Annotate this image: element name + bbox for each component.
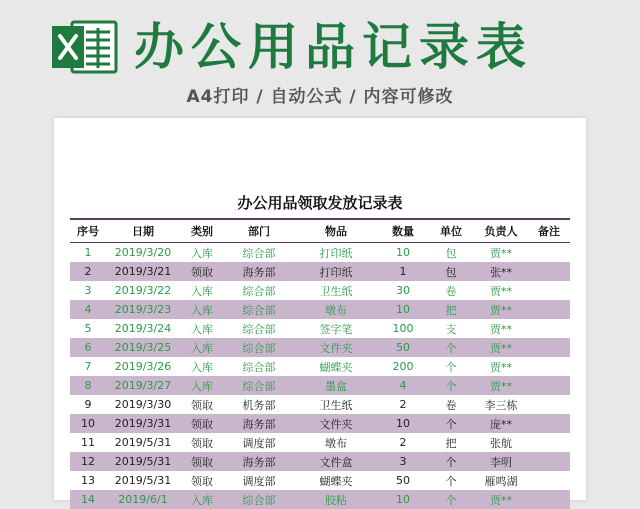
cell-category: 领取 bbox=[191, 398, 213, 412]
table-row bbox=[70, 414, 570, 433]
cell-date: 2019/6/1 bbox=[118, 493, 168, 506]
table-row bbox=[70, 452, 570, 471]
column-header-remark: 备注 bbox=[538, 225, 560, 238]
cell-category: 领取 bbox=[191, 265, 213, 279]
cell-index: 6 bbox=[84, 341, 92, 354]
table-row bbox=[70, 281, 570, 300]
cell-department: 综合部 bbox=[242, 284, 276, 298]
cell-item: 打印纸 bbox=[319, 246, 353, 260]
cell-index: 11 bbox=[81, 436, 95, 449]
cell-item: 卫生纸 bbox=[319, 284, 353, 298]
cell-index: 9 bbox=[84, 398, 92, 411]
table-row bbox=[70, 338, 570, 357]
table-row bbox=[70, 376, 570, 395]
table-row bbox=[70, 262, 570, 281]
cell-index: 3 bbox=[84, 284, 92, 297]
cell-date: 2019/3/31 bbox=[114, 417, 172, 430]
cell-quantity: 50 bbox=[396, 341, 410, 354]
cell-owner: 贾** bbox=[490, 493, 512, 507]
table-row bbox=[70, 243, 570, 262]
cell-date: 2019/3/26 bbox=[114, 360, 172, 373]
cell-index: 7 bbox=[84, 360, 92, 373]
record-table bbox=[70, 218, 570, 509]
cell-department: 海务部 bbox=[242, 417, 276, 431]
cell-date: 2019/3/24 bbox=[114, 322, 172, 335]
cell-item: 文件夹 bbox=[319, 341, 353, 355]
cell-unit: 个 bbox=[445, 474, 457, 488]
cell-category: 领取 bbox=[191, 436, 213, 450]
column-header-date: 日期 bbox=[132, 225, 154, 238]
cell-quantity: 50 bbox=[396, 474, 410, 487]
table-row bbox=[70, 433, 570, 452]
cell-department: 综合部 bbox=[242, 360, 276, 374]
cell-unit: 卷 bbox=[445, 284, 457, 298]
cell-unit: 包 bbox=[445, 265, 457, 279]
cell-quantity: 200 bbox=[392, 360, 414, 373]
cell-department: 海务部 bbox=[242, 455, 276, 469]
cell-date: 2019/3/20 bbox=[114, 246, 172, 259]
cell-index: 5 bbox=[84, 322, 92, 335]
cell-quantity: 2 bbox=[399, 436, 407, 449]
banner-title: 办公用品记录表 bbox=[134, 18, 533, 76]
cell-department: 综合部 bbox=[242, 341, 276, 355]
column-header-item: 物品 bbox=[325, 225, 347, 238]
cell-category: 入库 bbox=[191, 360, 213, 374]
cell-quantity: 100 bbox=[392, 322, 414, 335]
cell-owner: 张** bbox=[490, 265, 512, 279]
cell-department: 调度部 bbox=[242, 474, 276, 488]
cell-quantity: 30 bbox=[396, 284, 410, 297]
table-row bbox=[70, 357, 570, 376]
column-header-department: 部门 bbox=[248, 225, 270, 238]
cell-unit: 卷 bbox=[445, 398, 457, 412]
cell-date: 2019/3/22 bbox=[114, 284, 172, 297]
cell-category: 入库 bbox=[191, 379, 213, 393]
cell-owner: 贾** bbox=[490, 246, 512, 260]
cell-owner: 贾** bbox=[490, 322, 512, 336]
column-header-unit: 单位 bbox=[440, 225, 462, 238]
cell-owner: 李明 bbox=[490, 455, 512, 469]
cell-unit: 个 bbox=[445, 360, 457, 374]
cell-date: 2019/5/31 bbox=[114, 436, 172, 449]
cell-category: 入库 bbox=[191, 322, 213, 336]
cell-unit: 包 bbox=[445, 246, 457, 260]
cell-index: 12 bbox=[81, 455, 95, 468]
cell-category: 入库 bbox=[191, 246, 213, 260]
cell-category: 入库 bbox=[191, 303, 213, 317]
table-row bbox=[70, 319, 570, 338]
cell-date: 2019/5/31 bbox=[114, 474, 172, 487]
cell-department: 综合部 bbox=[242, 246, 276, 260]
cell-item: 墩布 bbox=[325, 436, 347, 450]
cell-item: 打印纸 bbox=[319, 265, 353, 279]
cell-date: 2019/3/30 bbox=[114, 398, 172, 411]
cell-unit: 把 bbox=[445, 436, 457, 450]
document-sheet bbox=[54, 118, 586, 507]
cell-index: 8 bbox=[84, 379, 92, 392]
cell-quantity: 10 bbox=[396, 246, 410, 259]
cell-quantity: 10 bbox=[396, 417, 410, 430]
cell-owner: 庞** bbox=[490, 417, 512, 431]
column-header-index: 序号 bbox=[77, 225, 99, 238]
cell-quantity: 2 bbox=[399, 398, 407, 411]
cell-owner: 贾** bbox=[490, 284, 512, 298]
cell-quantity: 4 bbox=[399, 379, 407, 392]
cell-index: 14 bbox=[81, 493, 95, 506]
cell-owner: 贾** bbox=[490, 303, 512, 317]
table-row bbox=[70, 395, 570, 414]
cell-item: 胶粘 bbox=[325, 493, 347, 507]
cell-index: 10 bbox=[81, 417, 95, 430]
column-header-owner: 负责人 bbox=[484, 225, 518, 238]
banner-subtitle: A4打印 / 自动公式 / 内容可修改 bbox=[186, 87, 454, 107]
cell-department: 综合部 bbox=[242, 493, 276, 507]
cell-owner: 张航 bbox=[490, 436, 512, 450]
cell-unit: 个 bbox=[445, 341, 457, 355]
cell-unit: 把 bbox=[445, 303, 457, 317]
cell-owner: 贾** bbox=[490, 379, 512, 393]
cell-index: 2 bbox=[84, 265, 92, 278]
cell-date: 2019/3/27 bbox=[114, 379, 172, 392]
cell-item: 蝴蝶夹 bbox=[319, 360, 353, 374]
cell-quantity: 10 bbox=[396, 493, 410, 506]
cell-quantity: 10 bbox=[396, 303, 410, 316]
cell-owner: 雁鸣湖 bbox=[484, 474, 518, 488]
cell-department: 综合部 bbox=[242, 322, 276, 336]
cell-item: 文件盒 bbox=[319, 455, 353, 469]
cell-unit: 支 bbox=[445, 322, 457, 336]
cell-date: 2019/3/25 bbox=[114, 341, 172, 354]
cell-item: 墨盒 bbox=[325, 379, 347, 393]
cell-category: 领取 bbox=[191, 474, 213, 488]
cell-category: 入库 bbox=[191, 341, 213, 355]
cell-item: 蝴蝶夹 bbox=[319, 474, 353, 488]
cell-quantity: 1 bbox=[399, 265, 407, 278]
cell-index: 4 bbox=[84, 303, 92, 316]
cell-quantity: 3 bbox=[399, 455, 407, 468]
cell-category: 入库 bbox=[191, 284, 213, 298]
cell-item: 文件夹 bbox=[319, 417, 353, 431]
cell-unit: 个 bbox=[445, 417, 457, 431]
cell-unit: 个 bbox=[445, 379, 457, 393]
cell-item: 墩布 bbox=[325, 303, 347, 317]
table-header-row bbox=[70, 220, 570, 243]
cell-date: 2019/3/21 bbox=[114, 265, 172, 278]
banner bbox=[0, 0, 640, 118]
cell-owner: 贾** bbox=[490, 341, 512, 355]
table-row bbox=[70, 300, 570, 319]
cell-category: 领取 bbox=[191, 455, 213, 469]
column-header-category: 类别 bbox=[191, 225, 213, 238]
column-header-quantity: 数量 bbox=[392, 225, 414, 238]
cell-unit: 个 bbox=[445, 455, 457, 469]
table-row bbox=[70, 471, 570, 490]
cell-date: 2019/3/23 bbox=[114, 303, 172, 316]
cell-date: 2019/5/31 bbox=[114, 455, 172, 468]
cell-owner: 贾** bbox=[490, 360, 512, 374]
cell-category: 入库 bbox=[191, 493, 213, 507]
excel-icon bbox=[50, 18, 118, 76]
cell-owner: 李三栋 bbox=[484, 398, 518, 412]
cell-department: 海务部 bbox=[242, 265, 276, 279]
cell-category: 领取 bbox=[191, 417, 213, 431]
cell-index: 13 bbox=[81, 474, 95, 487]
cell-index: 1 bbox=[84, 246, 92, 259]
cell-department: 综合部 bbox=[242, 379, 276, 393]
cell-unit: 个 bbox=[445, 493, 457, 507]
cell-item: 签字笔 bbox=[319, 322, 353, 336]
table-title: 办公用品领取发放记录表 bbox=[237, 194, 403, 212]
cell-department: 机务部 bbox=[242, 398, 276, 412]
cell-department: 综合部 bbox=[242, 303, 276, 317]
cell-item: 卫生纸 bbox=[319, 398, 353, 412]
cell-department: 调度部 bbox=[242, 436, 276, 450]
